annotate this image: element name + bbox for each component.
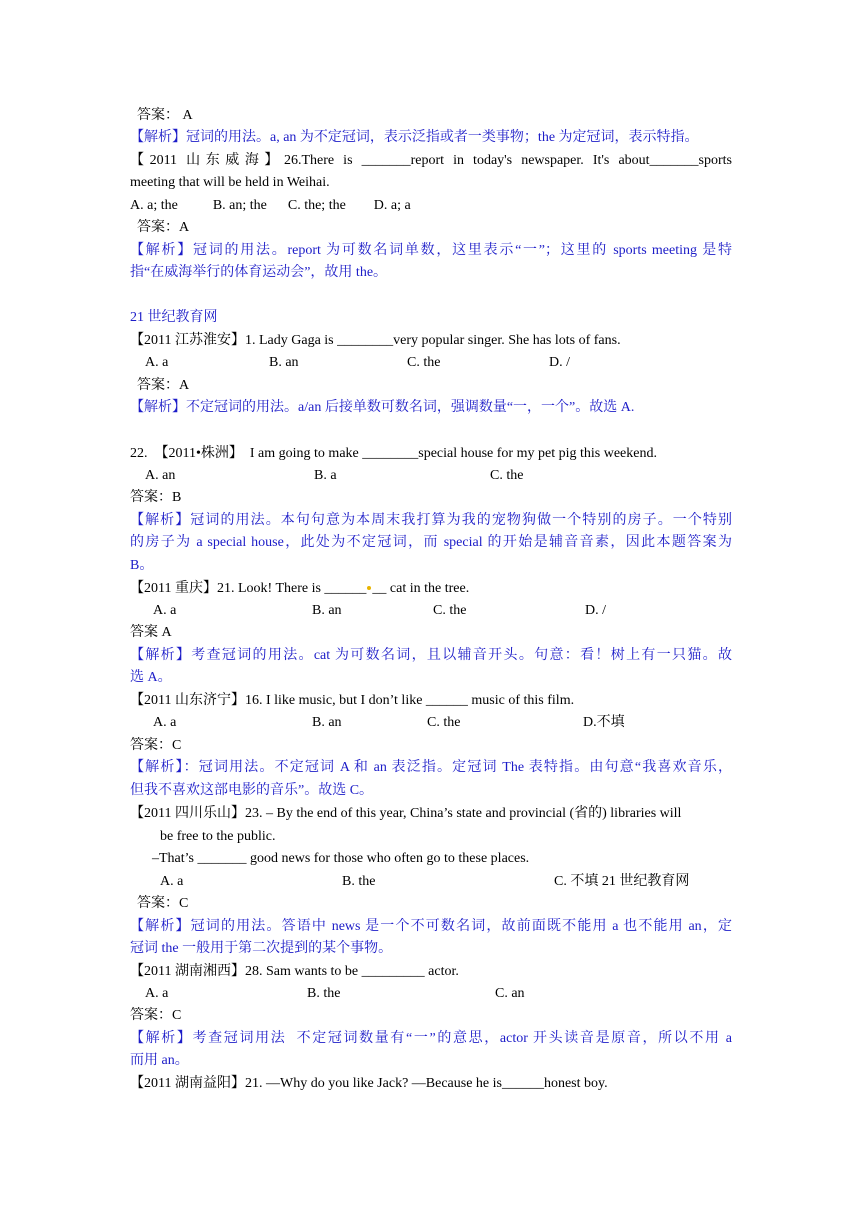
option-d: D. / xyxy=(549,355,570,370)
answer-line: 答案：B xyxy=(130,490,182,505)
options-line xyxy=(130,712,732,734)
option-c: C. an xyxy=(495,986,525,1001)
question-line xyxy=(130,578,732,600)
analysis-line: 冠词 the 一般用于第二次提到的某个事物。 xyxy=(130,941,393,956)
option-a: A. a xyxy=(145,986,169,1001)
question-line: be free to the public. xyxy=(160,829,276,844)
option-a: A. a xyxy=(160,874,184,889)
answer-line: 答案：C xyxy=(130,1008,182,1023)
options-line xyxy=(130,465,732,487)
watermark-text: 21 世纪教育网 xyxy=(130,310,218,325)
answer-line: 答案：C xyxy=(130,738,182,753)
analysis-line: B。 xyxy=(130,558,154,573)
question-line: 【2011 山东威海】26.There is _______report in today's newspaper. It's about_______sports xyxy=(130,153,732,168)
analysis-line: 【解析】冠词的用法。答语中 news 是一个不可数名词，故前面既不能用 a 也不能用 an，定 xyxy=(130,919,732,934)
options-line xyxy=(130,352,732,374)
options-line xyxy=(130,871,732,893)
option-c: C. 不填 21 世纪教育网 xyxy=(554,874,690,889)
options-line: A. a; the B. an; the C. the; the D. a; a xyxy=(130,198,411,213)
answer-line: 答案：A xyxy=(137,220,190,235)
analysis-line: 【解析】：冠词用法。不定冠词 A 和 an 表泛指。定冠词 The 表特指。由句意“我喜欢音乐， xyxy=(130,760,732,775)
question-line: 【2011 江苏淮安】1. Lady Gaga is ________very popular singer. She has lots of fans. xyxy=(130,333,621,348)
dot-mark xyxy=(367,586,371,590)
analysis-line: 【解析】不定冠词的用法。a/an 后接单数可数名词，强调数量“一，一个”。故选 A. xyxy=(130,400,635,415)
analysis-line: 【解析】考查冠词的用法。cat 为可数名词，且以辅音开头。句意：看！树上有一只猫。故 xyxy=(130,648,732,663)
option-a: A. an xyxy=(145,468,176,483)
option-d: D. / xyxy=(585,603,606,618)
question-line: 【2011 山东济宁】16. I like music, but I don’t like ______ music of this film. xyxy=(130,693,575,708)
option-c: C. the xyxy=(433,603,467,618)
option-b: B. an xyxy=(312,603,342,618)
answer-line: 答案： A xyxy=(137,108,193,123)
analysis-line: 的房子为 a special house，此处为不定冠词，而 special 的开始是辅音音素，因此本题答案为 xyxy=(130,535,732,550)
question-text: __ cat in the tree. xyxy=(372,581,470,596)
analysis-line: 选 A。 xyxy=(130,670,172,685)
analysis-line: 【解析】考查冠词用法 不定冠词数量有“一”的意思，actor 开头读音是原音，所以不用 a xyxy=(130,1031,732,1046)
question-line: 【2011 四川乐山】23. – By the end of this year, China’s state and provincial (省的) libraries will xyxy=(130,806,682,821)
option-b: B. a xyxy=(314,468,337,483)
options-line xyxy=(130,983,732,1005)
question-line: 【2011 湖南湘西】28. Sam wants to be _________ actor. xyxy=(130,964,459,979)
options-line xyxy=(130,600,732,622)
option-a: A. a xyxy=(145,355,169,370)
answer-line: 答案：A xyxy=(137,378,190,393)
option-d: D.不填 xyxy=(583,715,625,730)
analysis-line: 而用 an。 xyxy=(130,1053,189,1068)
question-text: 【2011 重庆】21. Look! There is ______ xyxy=(130,581,367,596)
analysis-line: 【解析】冠词的用法。本句句意为本周末我打算为我的宠物狗做一个特别的房子。一个特别 xyxy=(130,513,732,528)
option-a: A. a xyxy=(153,715,177,730)
answer-line: 答案：C xyxy=(137,896,189,911)
analysis-line: 【解析】冠词的用法。a, an 为不定冠词，表示泛指或者一类事物；the 为定冠词，表示特指。 xyxy=(130,130,699,145)
option-b: B. the xyxy=(307,986,341,1001)
option-a: A. a xyxy=(153,603,177,618)
option-c: C. the xyxy=(490,468,524,483)
option-b: B. an xyxy=(312,715,342,730)
option-c: C. the xyxy=(407,355,441,370)
question-line: 22. 【2011•株洲】 I am going to make ________special house for my pet pig this weekend. xyxy=(130,446,657,461)
option-b: B. the xyxy=(342,874,376,889)
answer-line: 答案 A xyxy=(130,625,172,640)
analysis-line: 但我不喜欢这部电影的音乐”。故选 C。 xyxy=(130,783,374,798)
question-line: –That’s _______ good news for those who often go to these places. xyxy=(152,851,530,866)
option-b: B. an xyxy=(269,355,299,370)
question-line: meeting that will be held in Weihai. xyxy=(130,175,330,190)
analysis-line: 【解析】冠词的用法。report 为可数名词单数，这里表示“一”；这里的 sports meeting 是特 xyxy=(130,243,732,258)
question-line: 【2011 湖南益阳】21. —Why do you like Jack? —Because he is______honest boy. xyxy=(130,1076,608,1091)
option-c: C. the xyxy=(427,715,461,730)
analysis-line: 指“在威海举行的体育运动会”，故用 the。 xyxy=(130,265,388,280)
